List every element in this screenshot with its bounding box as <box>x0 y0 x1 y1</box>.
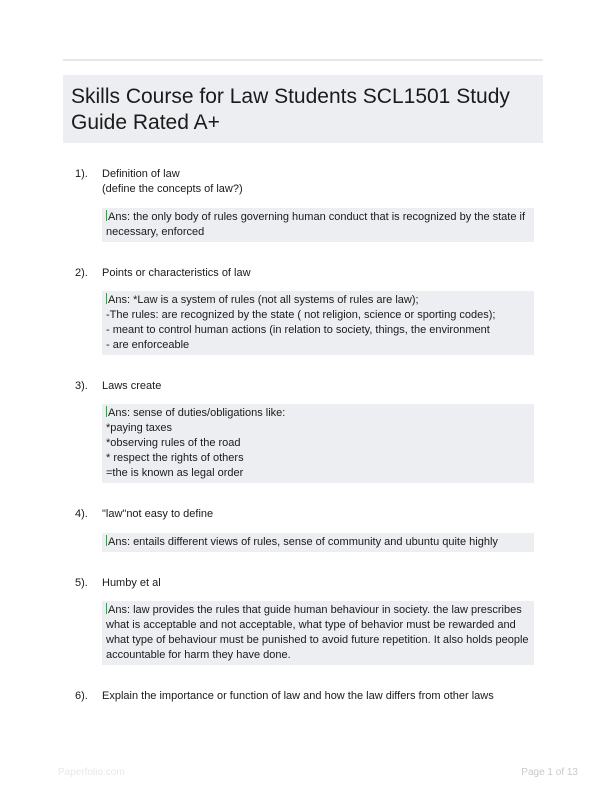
answer-line: Ans: law provides the rules that guide human behaviour in society. the law prescribes what is acceptable and not acceptable, what type of behavior must be rewarded and what type of behaviour must be punished to avoid future repetition. It also holds people accountable for harm they have done. <box>106 604 529 661</box>
answer-box <box>102 533 534 552</box>
question-number: 2). <box>75 267 88 279</box>
answer-marker <box>106 406 107 417</box>
title-banner <box>63 75 543 143</box>
answer-marker <box>106 535 107 546</box>
answer-box <box>102 291 534 355</box>
question-text: Humby et al <box>102 577 161 589</box>
answer-line: Ans: sense of duties/obligations like: <box>108 407 286 419</box>
answer-line: * respect the rights of others <box>106 452 244 464</box>
question-text: Explain the importance or function of law and how the law differs from other laws <box>102 690 494 702</box>
answer-line: Ans: *Law is a system of rules (not all systems of rules are law); <box>108 294 419 306</box>
question-text: Points or characteristics of law <box>102 267 251 279</box>
answer-marker <box>106 603 107 614</box>
question-text: "law"not easy to define <box>102 508 214 520</box>
question-number: 3). <box>75 380 88 392</box>
answer-box <box>102 601 534 665</box>
question-number: 4). <box>75 508 88 520</box>
page-number: Page 1 of 13 <box>521 767 578 778</box>
answer-line: Ans: the only body of rules governing human conduct that is recognized by the state if necessary, enforced <box>106 211 526 238</box>
footer-watermark: Paperfolio.com <box>58 767 125 778</box>
question-text: Definition of law (define the concepts of law?) <box>102 168 243 195</box>
question-text: Laws create <box>102 380 162 392</box>
answer-line: *paying taxes <box>106 422 173 434</box>
answer-line: -The rules: are recognized by the state ( not religion, science or sporting codes); <box>106 309 496 321</box>
answer-line: *observing rules of the road <box>106 437 241 449</box>
answer-box <box>102 208 534 242</box>
answer-line: - meant to control human actions (in relation to society, things, the environment <box>106 324 490 336</box>
question-number: 1). <box>75 168 88 180</box>
answer-line: =the is known as legal order <box>106 467 244 479</box>
answer-marker <box>106 293 107 304</box>
answer-line: Ans: entails different views of rules, sense of community and ubuntu quite highly <box>108 536 498 548</box>
answer-marker <box>106 210 107 221</box>
answer-box <box>102 404 534 483</box>
question-number: 5). <box>75 577 88 589</box>
top-divider <box>63 59 543 61</box>
question-number: 6). <box>75 690 88 702</box>
document-title: Skills Course for Law Students SCL1501 Study Guide Rated A+ <box>71 85 510 134</box>
answer-line: - are enforceable <box>106 339 190 351</box>
